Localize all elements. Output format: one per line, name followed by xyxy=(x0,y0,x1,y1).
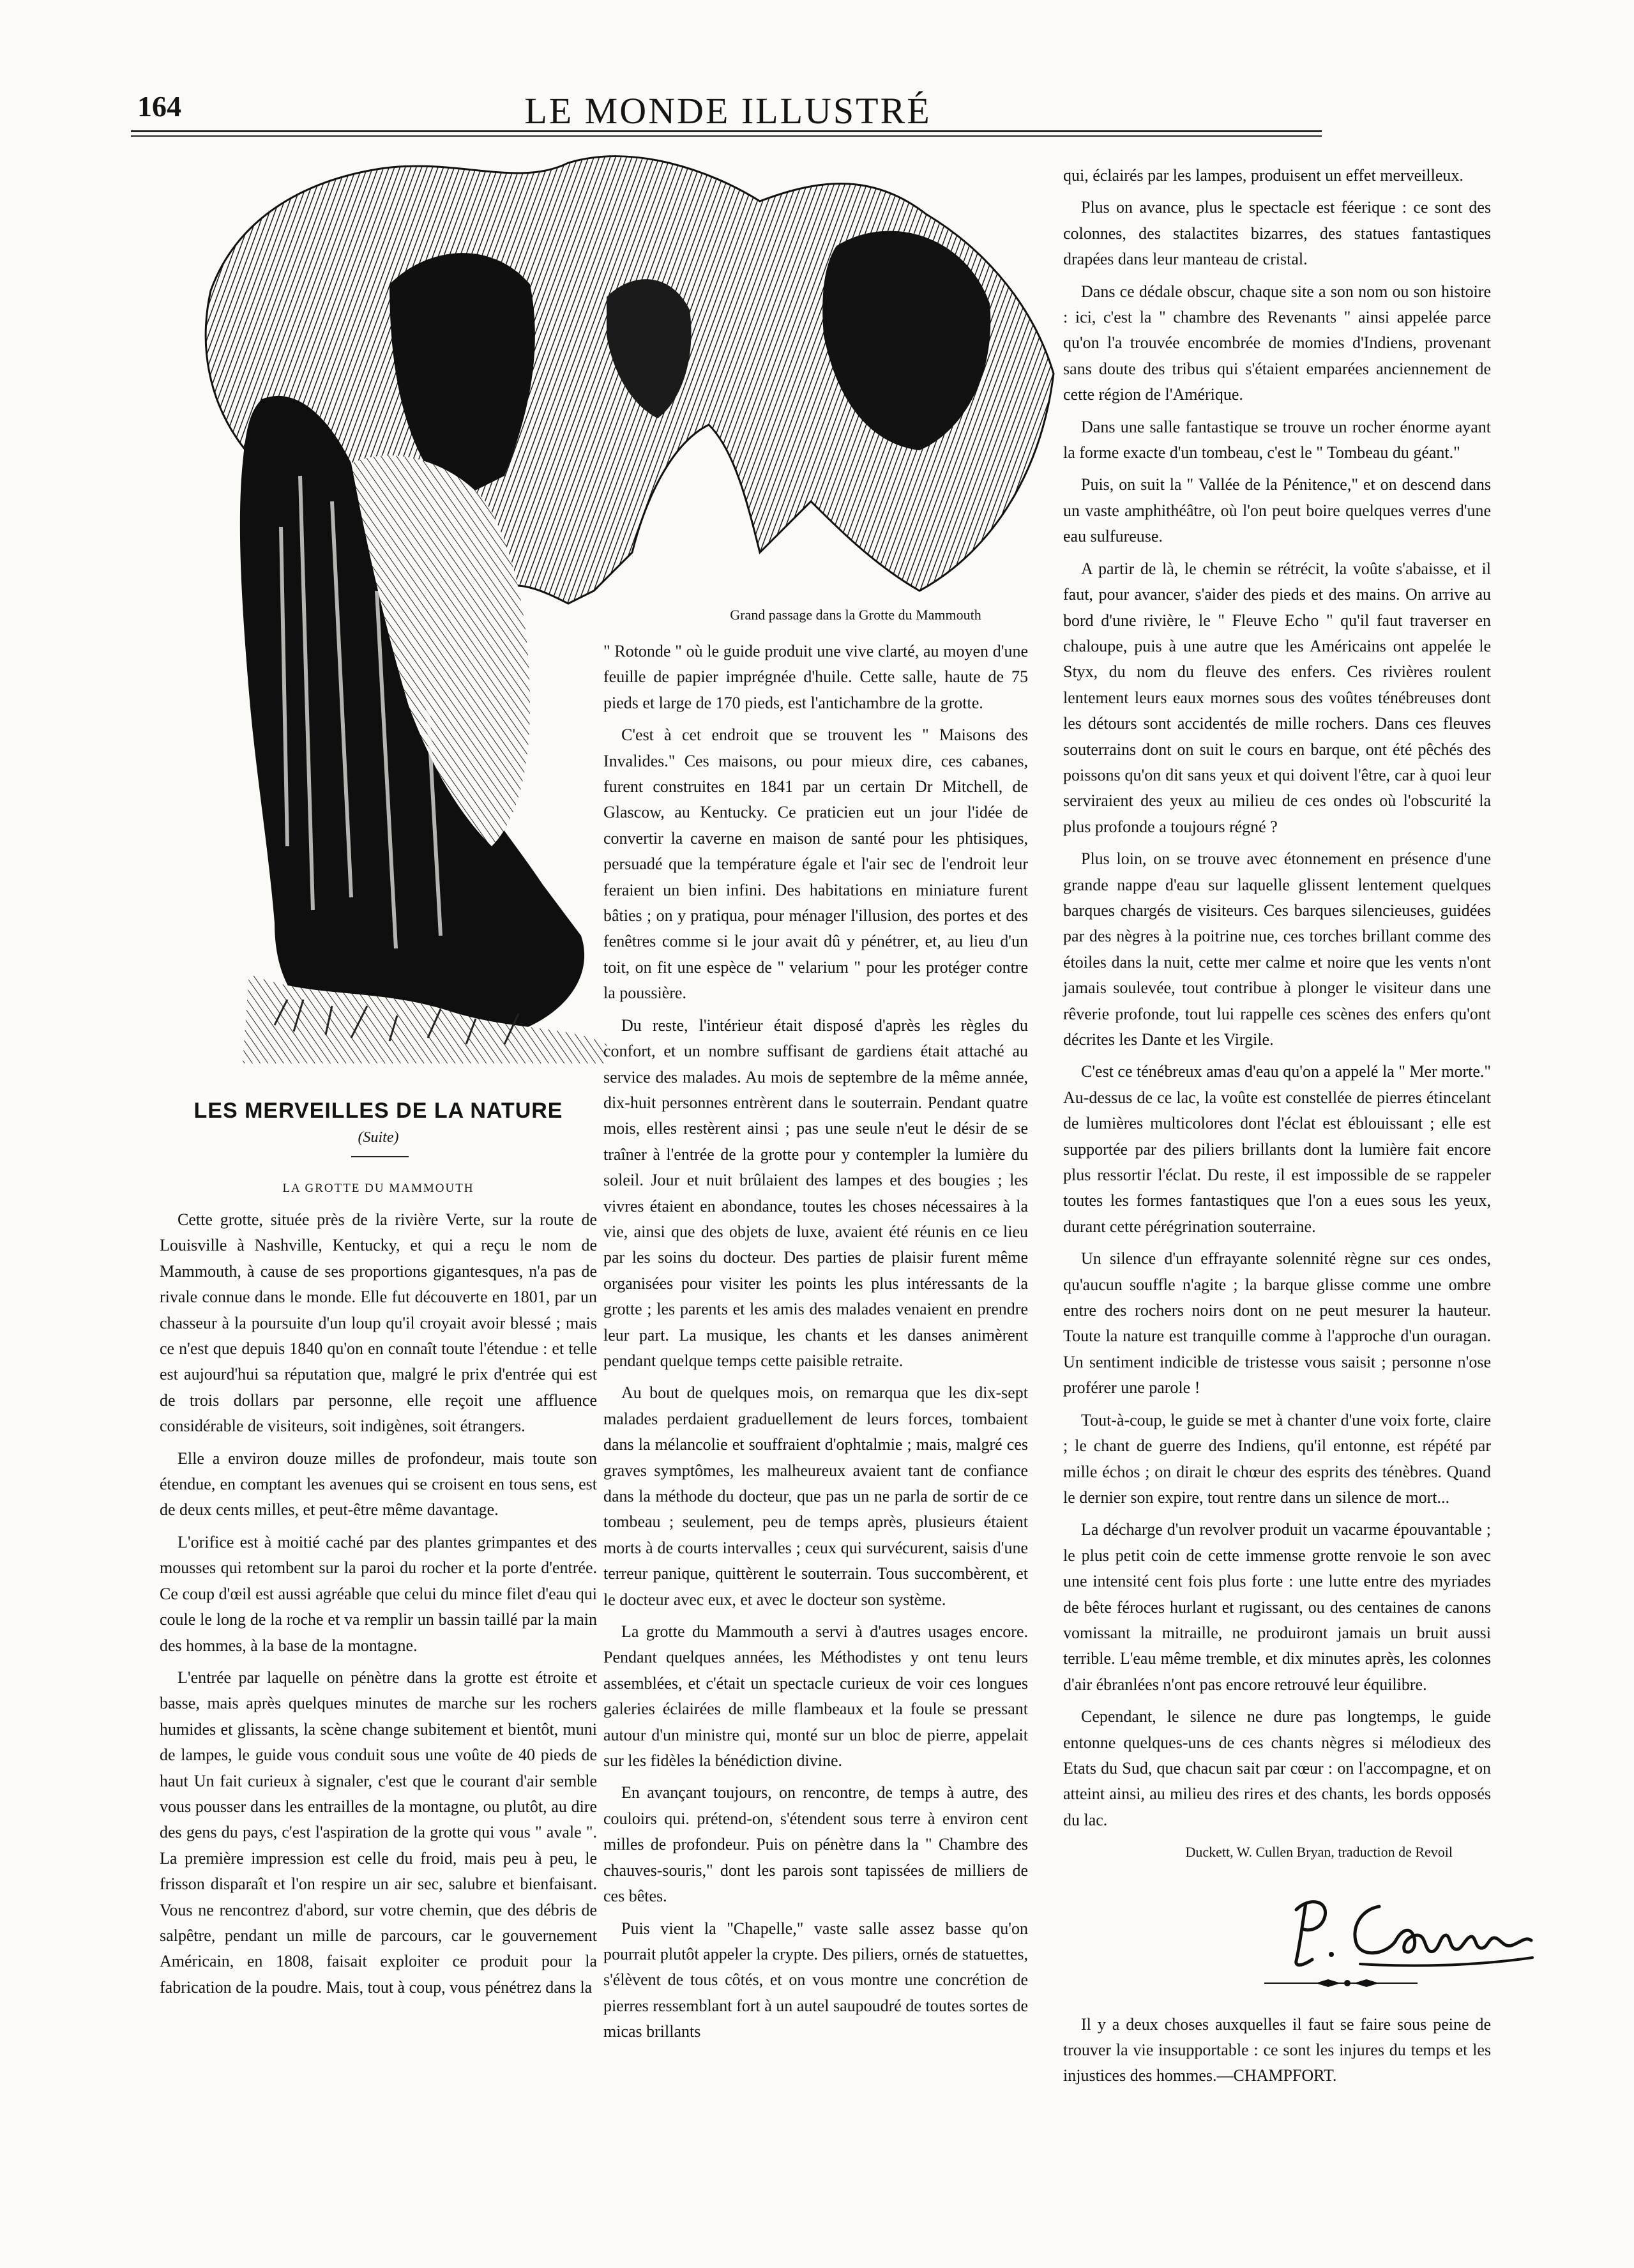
page-header xyxy=(137,89,1319,132)
paragraph: Au bout de quelques mois, on remarqua que les dix-sept malades perdaient graduellement de leurs forces, tombaient dans la mélancolie et souffraient d'ophtalmie ; mais, malgré ces graves symptômes, les malheureux avaient tant de confiance dans la méthode du docteur, que pas un ne parla de sortir de ce tombeau ; seulement, peu de temps après, plusieurs étaient morts à de courts intervalles ; ceux qui survécurent, saisis d'une terreur panique, quittèrent le souterrain. Tous succombèrent, et le docteur avec eux, et avec le docteur son système. xyxy=(603,1383,1028,1609)
header-rule xyxy=(131,130,1322,132)
paragraph: A partir de là, le chemin se rétrécit, la voûte s'abaisse, et il faut, pour avancer, s'aider des pieds et des mains. On arrive au bord d'une rivière, le " Fleuve Echo " qu'il faut traverser en chaloupe, puis à une autre que les Américains ont appelée le Styx, du nom du fleuve des enfers. Ces rivières roulent lentement leurs eaux mornes sous des voûtes ténébreuses dont les détours sont accidentés de mille rochers. Dans ces fleuves souterrains dont on suit le cours en barque, ont été pêchés des poissons qu'on dit sans yeux et qui doivent l'être, car à quoi leur serviraient des yeux au milieu de ces ondes où l'obscurité la plus profonde a toujours régné ? xyxy=(1063,559,1491,836)
paragraph: Cependant, le silence ne dure pas longtemps, le guide entonne quelques-uns de ces chants nègres si mélodieux des Etats du Sud, que chacun sait par cœur : on l'accompagne, et on atteint ainsi, au milieu des rires et des chants, les bords opposés du lac. xyxy=(1063,1707,1491,1829)
column-2 xyxy=(603,639,1028,2045)
header-rule-thin xyxy=(131,135,1322,137)
maxim-quote: Il y a deux choses auxquelles il faut se faire sous peine de trouver la vie insupportable : ce sont les injures du temps et les injustices des hommes.—CHAMPFORT. xyxy=(1063,2015,1491,2085)
paragraph: " Rotonde " où le guide produit une vive clarté, au moyen d'une feuille de papier imprégnée d'huile. Cette salle, haute de 75 pieds et large de 170 pieds, est l'antichambre de la grotte. xyxy=(603,642,1028,712)
paragraph: Plus loin, on se trouve avec étonnement en présence d'une grande nappe d'eau sur laquelle glissent lentement quelques barques chargés de visiteurs. Ces barques silencieuses, guidées par des nègres à la poitrine nue, ces torches brillant comme des étoiles dans la nuit, cette mer calme et noire que les vents n'ont jamais soulevée, tout contribue à plonger le visiteur dans une rêverie profonde, tout lui rappelle ces scènes des enfers qu'ont décrites les Dante et les Virgile. xyxy=(1063,849,1491,1049)
paragraph: Cette grotte, située près de la rivière Verte, sur la route de Louisville à Nashville, Kentucky, et qui a reçu le nom de Mammouth, à cause de ses proportions gigantesques, n'a pas de rivale connue dans le monde. Elle fut découverte en 1801, par un chasseur à la poursuite d'un loup qu'il croyait avoir blessé ; mais ce n'est que depuis 1840 qu'on en connaît toute l'étendue : et telle est aujourd'hui sa réputation que, malgré le prix d'entrée qui est de trois dollars par personne, elle reçoit une affluence considérable de visiteurs, soit indigènes, soit étrangers. xyxy=(160,1210,597,1436)
paragraph: Puis, on suit la " Vallée de la Pénitence," et on descend dans un vaste amphithéâtre, où l'on peut boire quelques verres d'une eau sulfureuse. xyxy=(1063,475,1491,546)
paragraph: Un silence d'un effrayante solennité règne sur ces ondes, qu'aucun souffle n'agite ; la barque glisse comme une ombre entre des rochers noirs dont on ne peut mesurer la hauteur. Toute la nature est tranquille comme à l'approche d'un ouragan. Un sentiment indicible de tristesse vous saisit ; personne n'ose proférer une parole ! xyxy=(1063,1249,1491,1397)
masthead: LE MONDE ILLUSTRÉ xyxy=(524,90,932,132)
column-1 xyxy=(160,1207,597,2000)
paragraph: Puis vient la "Chapelle," vaste salle assez basse qu'on pourrait plutôt appeler la crypte. Des piliers, ornés de statuettes, s'élèvent de tous côtés, et on vous montre une concrétion de pierres ressemblant fort à un autel saupoudré de toutes sortes de micas brillants xyxy=(603,1919,1028,2041)
paragraph: La grotte du Mammouth a servi à d'autres usages encore. Pendant quelques années, les Méthodistes y ont tenu leurs assemblées, et c'était un spectacle curieux de voir ces longues galeries éclairées de mille flambeaux et la foule se pressant autour d'un ministre qui, monté sur un bloc de pierre, appelait sur les fidèles la bénédiction divine. xyxy=(603,1622,1028,1770)
title-rule xyxy=(351,1156,409,1157)
paragraph: L'entrée par laquelle on pénètre dans la grotte est étroite et basse, mais après quelques minutes de marche sur les rochers humides et glissants, la scène change subitement et bientôt, muni de lampes, le guide vous conduit sous une voûte de 40 pieds de haut Un fait curieux à signaler, c'est que le courant d'air semble vous pousser dans les entrailles de la montagne, ou plutôt, au dire des gens du pays, c'est l'aspiration de la grotte qui vous " avale ". La première impression est celle du froid, mais peu à peu, le frisson disparaît et l'on respire un air sec, salubre et bienfaisant. Vous ne rencontrez d'abord, sur votre chemin, que des débris de salpêtre, pendant un mille de parcours, car le gouvernement Américain, en 1808, faisait exploiter ce produit pour la fabrication de la poudre. Mais, tout à coup, vous pénétrez dans la xyxy=(160,1668,597,1997)
paragraph: qui, éclairés par les lampes, produisent un effet merveilleux. xyxy=(1063,166,1464,185)
page-number: 164 xyxy=(137,90,181,123)
paragraph: Du reste, l'intérieur était disposé d'après les règles du confort, et un nombre suffisant de gardiens était attaché au service des malades. Au mois de septembre de la même année, dix-huit personnes entrèrent dans le souterrain. Pendant quatre mois, elles restèrent ainsi ; pas une seule n'eut le désir de se traîner à l'entrée de la grotte pour y contempler la lumière du soleil. Jour et nuit brûlaient des lampes et des bougies ; les vivres étaient en abondance, toutes les choses nécessaires à la vie, ainsi que des objets de luxe, avaient été réunis en ce lieu par les soins du docteur. Des parties de plaisir furent même organisées pour visiter les points les plus intéressants de la grotte ; les parents et les amis des malades venaient en prendre leur part. La musique, les chants et les danses animèrent pendant quelque temps cette paisible retraite. xyxy=(603,1016,1028,1370)
section-heading: LA GROTTE DU MAMMOUTH xyxy=(282,1182,474,1195)
paragraph: Dans une salle fantastique se trouve un rocher énorme ayant la forme exacte d'un tombeau, c'est le " Tombeau du géant." xyxy=(1063,417,1491,462)
article-credit: Duckett, W. Cullen Bryan, traduction de Revoil xyxy=(1185,1844,1453,1861)
paragraph: Elle a environ douze milles de profondeur, mais toute son étendue, en comptant les avenues qui se croisent en tous sens, est de deux cents milles, et peut-être même davantage. xyxy=(160,1449,597,1519)
paragraph: C'est à cet endroit que se trouvent les " Maisons des Invalides." Ces maisons, ou pour mieux dire, ces cabanes, furent construites en 1841 par un certain Dr Mitchell, de Glascow, au Kentucky. Ce praticien eut un jour l'idée de convertir la caverne en maison de santé pour les phtisiques, persuadé que la température égale et l'air sec de l'endroit leur feraient un bien infini. Des habitations en miniature furent bâties ; on y pratiqua, pour ménager l'illusion, des portes et des fenêtres comme si le jour avait dû y pénétrer, et, au lieu d'un toit, on fit une espèce de " velarium " pour les protéger contre la poussière. xyxy=(603,726,1028,1003)
paragraph: Dans ce dédale obscur, chaque site a son nom ou son histoire : ici, c'est la " chambre des Revenants " ainsi appelée parce qu'on l'a trouvée encombrée de momies d'Indiens, provenant sans doute des tribus qui s'étaient emparées anciennement de cette région de l'Amérique. xyxy=(1063,282,1491,404)
illustration-caption: Grand passage dans la Grotte du Mammouth xyxy=(730,607,981,623)
ornamental-divider xyxy=(1264,1977,1418,1990)
paragraph: Plus on avance, plus le spectacle est féerique : ce sont des colonnes, des stalactites bizarres, des statues fantastiques drapées dans leur manteau de cristal. xyxy=(1063,198,1491,269)
author-signature xyxy=(1283,1884,1539,1980)
article-title: LES MERVEILLES DE LA NATURE xyxy=(193,1099,563,1123)
signature-text: P. Chonnier xyxy=(1283,1884,1287,1885)
article-subtitle: (Suite) xyxy=(358,1129,399,1146)
paragraph: En avançant toujours, on rencontre, de temps à autre, des couloirs qui. prétend-on, s'étendent sous terre à environ cent milles de profondeur. Puis on pénètre dans la " Chambre des chauves-souris," dont les parois sont tapissées de milliers de ces bêtes. xyxy=(603,1783,1028,1906)
paragraph: L'orifice est à moitié caché par des plantes grimpantes et des mousses qui retombent sur la paroi du rocher et la porte d'entrée. Ce coup d'œil est aussi agréable que celui du mince filet d'eau qui coule le long de la roche et va remplir un bassin taillé par la main des hommes, à la base de la montagne. xyxy=(160,1532,597,1655)
column-3 xyxy=(1063,163,1491,1866)
paragraph: C'est ce ténébreux amas d'eau qu'on a appelé la " Mer morte." Au-dessus de ce lac, la voûte est constellée de pierres étincelant de lumières multicolores dont l'éclat est éblouissant ; elle est supportée par des piliers brillants dont la lumière fait encore plus ressortir l'éclat. Du reste, il est impossible de se rappeler toutes les formes fantastiques que l'on a eues sous les yeux, durant cette pérégrination souterraine. xyxy=(1063,1062,1491,1236)
paragraph: La décharge d'un revolver produit un vacarme épouvantable ; le plus petit coin de cette immense grotte renvoie le son avec une intensité cent fois plus forte : une lutte entre des myriades de bête féroces hurlant et rugissant, ou des centaines de canons vomissant la mitraille, ne produiront jamais un bruit aussi terrible. L'eau même tremble, et dix minutes après, les colonnes d'air ébranlées n'ont pas encore retrouvé leur équilibre. xyxy=(1063,1520,1491,1694)
paragraph: Tout-à-coup, le guide se met à chanter d'une voix forte, claire ; le chant de guerre des Indiens, qu'il entonne, est répété par mille échos ; on dirait le chœur des esprits des ténèbres. Quand le dernier son expire, tout rentre dans un silence de mort... xyxy=(1063,1410,1491,1507)
